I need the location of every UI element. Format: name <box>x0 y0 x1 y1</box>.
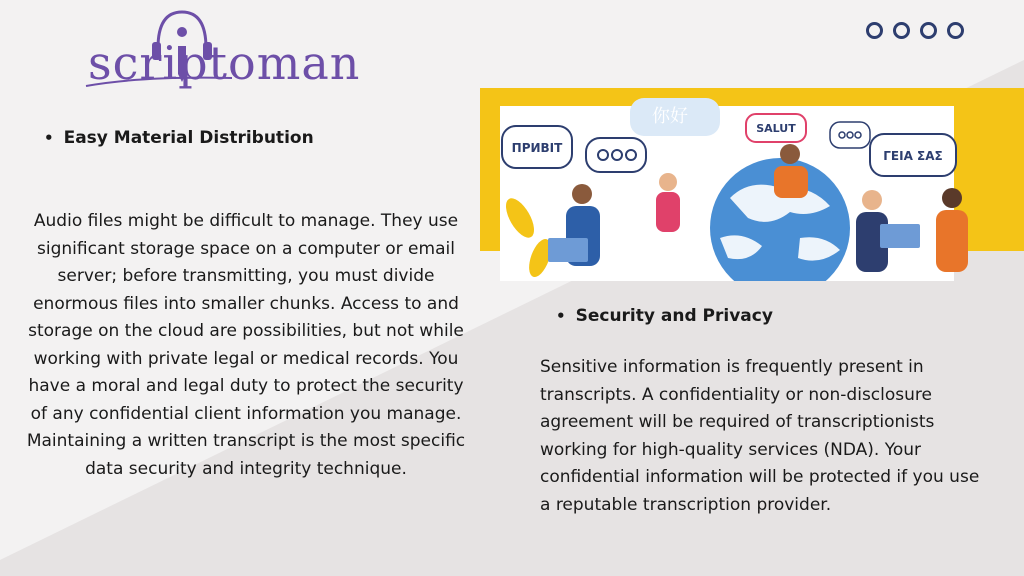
left-heading: Easy Material Distribution <box>63 128 314 148</box>
person-icon <box>656 173 680 232</box>
circle-icon <box>893 22 910 39</box>
ellipsis-bubble-icon <box>586 138 646 172</box>
bubble-text: SALUT <box>756 122 796 135</box>
speech-bubble <box>630 98 720 136</box>
brand-logo[interactable] <box>82 6 372 96</box>
bubble-text: ПРИВІТ <box>511 141 563 155</box>
right-heading-row <box>556 306 773 326</box>
circle-icon <box>866 22 883 39</box>
bubble-text: ΓΕΙΑ ΣΑΣ <box>883 149 943 163</box>
bubble-text: 你好 <box>652 106 688 127</box>
left-paragraph: Audio files might be difficult to manage. They use significant storage space on a computer or email server; before transmitting, you must divide enormous files into smaller chunks. Access to and storage on the cloud are possibilities, but not while working with private legal or medical records. You have a moral and legal duty to protect the security of any confidential client information you manage. Maintaining a written transcript is the most specific data security and integrity technique. <box>26 211 466 479</box>
slide-dots <box>866 22 964 39</box>
multilingual-illustration <box>480 88 1024 281</box>
bullet: • <box>44 129 54 147</box>
circle-icon <box>920 22 937 39</box>
right-heading: Security and Privacy <box>575 306 773 326</box>
ellipsis-bubble-icon <box>830 122 870 148</box>
left-heading-row <box>44 128 314 148</box>
circle-icon <box>947 22 964 39</box>
speech-bubble <box>746 114 806 142</box>
right-paragraph: Sensitive information is frequently present in transcripts. A confidentiality or non-disclosure agreement will be required of transcriptionists working for high-quality services (NDA). Your confidential information will be protected if you use a reputable transcription provider. <box>540 357 980 515</box>
bullet: • <box>556 307 566 325</box>
logo-text: scriptoman <box>88 36 361 90</box>
speech-bubble <box>870 134 956 176</box>
speech-bubble <box>502 126 572 168</box>
